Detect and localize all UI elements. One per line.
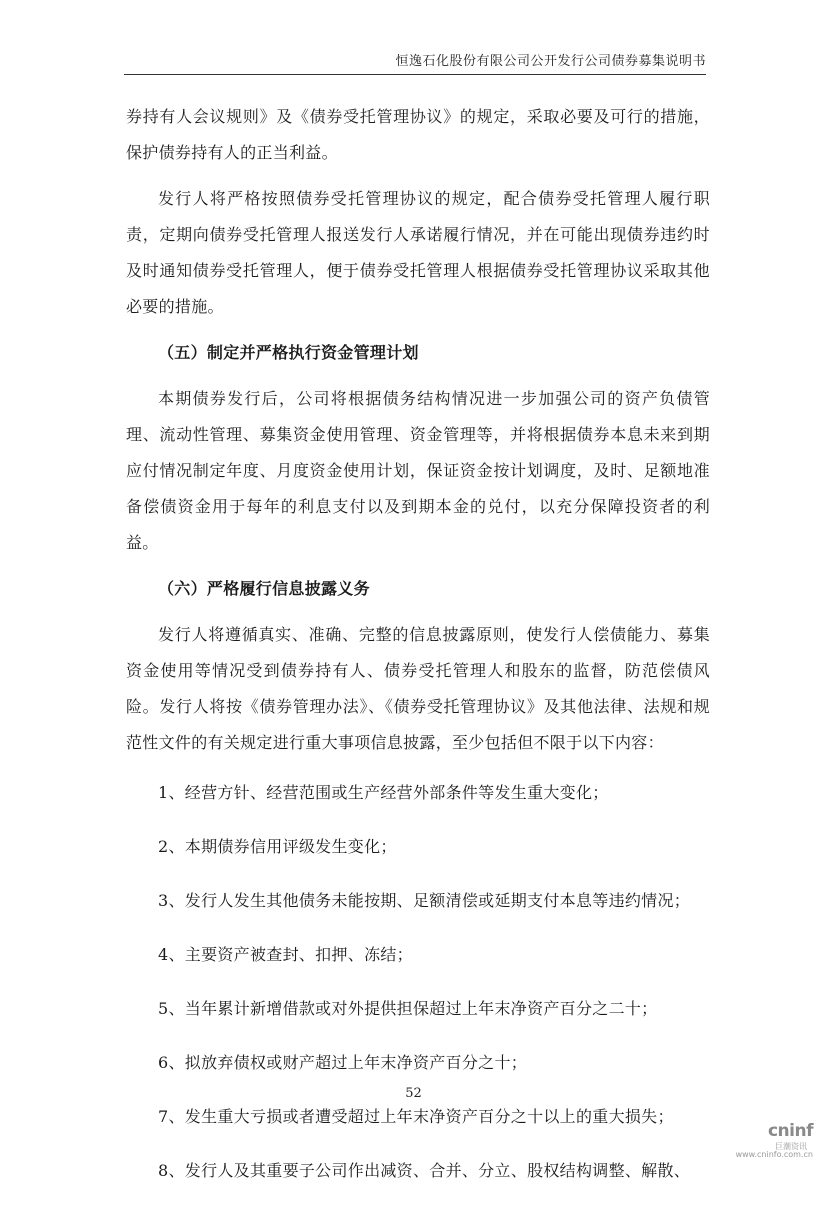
list-item: 7、发生重大亏损或者遭受超过上年末净资产百分之十以上的重大损失； [158,1107,674,1126]
list-item: 5、当年累计新增借款或对外提供担保超过上年末净资产百分之二十； [158,999,658,1018]
list-item: 1、经营方针、经营范围或生产经营外部条件等发生重大变化； [158,783,609,802]
list-item: 4、主要资产被查封、扣押、冻结； [158,945,413,964]
paragraph-trustee-cooperation: 发行人将严格按照债券受托管理协议的规定，配合债券受托管理人履行职责，定期向债券受托管理人报送发行人承诺履行情况，并在可能出现债券违约时及时通知债券受托管理人，便于债券受托管理人根据债券受托管理协议采取其他必要的措施。 [126,189,710,316]
list-item: 2、本期债券信用评级发生变化； [158,837,397,856]
document-body [126,99,710,1207]
page-number: 52 [405,1086,422,1101]
section-heading-6: （六）严格履行信息披露义务 [158,579,370,598]
cninf-logo-subtitle: 巨潮资讯 [775,1142,807,1151]
list-item: 6、拟放弃债权或财产超过上年末净资产百分之十； [158,1053,528,1072]
list-item: 8、发行人及其重要子公司作出减资、合并、分立、股权结构调整、解散、 [158,1161,691,1180]
page-header-title: 恒逸石化股份有限公司公开发行公司债券募集说明书 [395,54,706,69]
cninf-logo-text: cninf [767,1121,813,1141]
header-divider [124,74,706,75]
list-item: 3、发行人发生其他债务未能按期、足额清偿或延期支付本息等违约情况； [158,891,691,910]
cninf-logo [735,1121,813,1161]
paragraph-continuation: 券持有人会议规则》及《债券受托管理协议》的规定，采取必要及可行的措施，保护债券持有人的正当利益。 [126,107,710,162]
paragraph-fund-management: 本期债券发行后，公司将根据债务结构情况进一步加强公司的资产负债管理、流动性管理、募集资金使用管理、资金管理等，并将根据债券本息未来到期应付情况制定年度、月度资金使用计划，保证资金按计划调度，及时、足额地准备偿债资金用于每年的利息支付以及到期本金的兑付，以充分保障投资者的利益。 [126,389,710,552]
paragraph-disclosure: 发行人将遵循真实、准确、完整的信息披露原则，使发行人偿债能力、募集资金使用等情况受到债券持有人、债券受托管理人和股东的监督，防范偿债风险。发行人将按《债券管理办法》、《债券受托管理协议》及其他法律、法规和规范性文件的有关规定进行重大事项信息披露，至少包括但不限于以下内容： [126,625,710,752]
cninf-logo-url: www.cninfo.com.cn [735,1150,813,1159]
section-heading-5: （五）制定并严格执行资金管理计划 [158,343,419,362]
